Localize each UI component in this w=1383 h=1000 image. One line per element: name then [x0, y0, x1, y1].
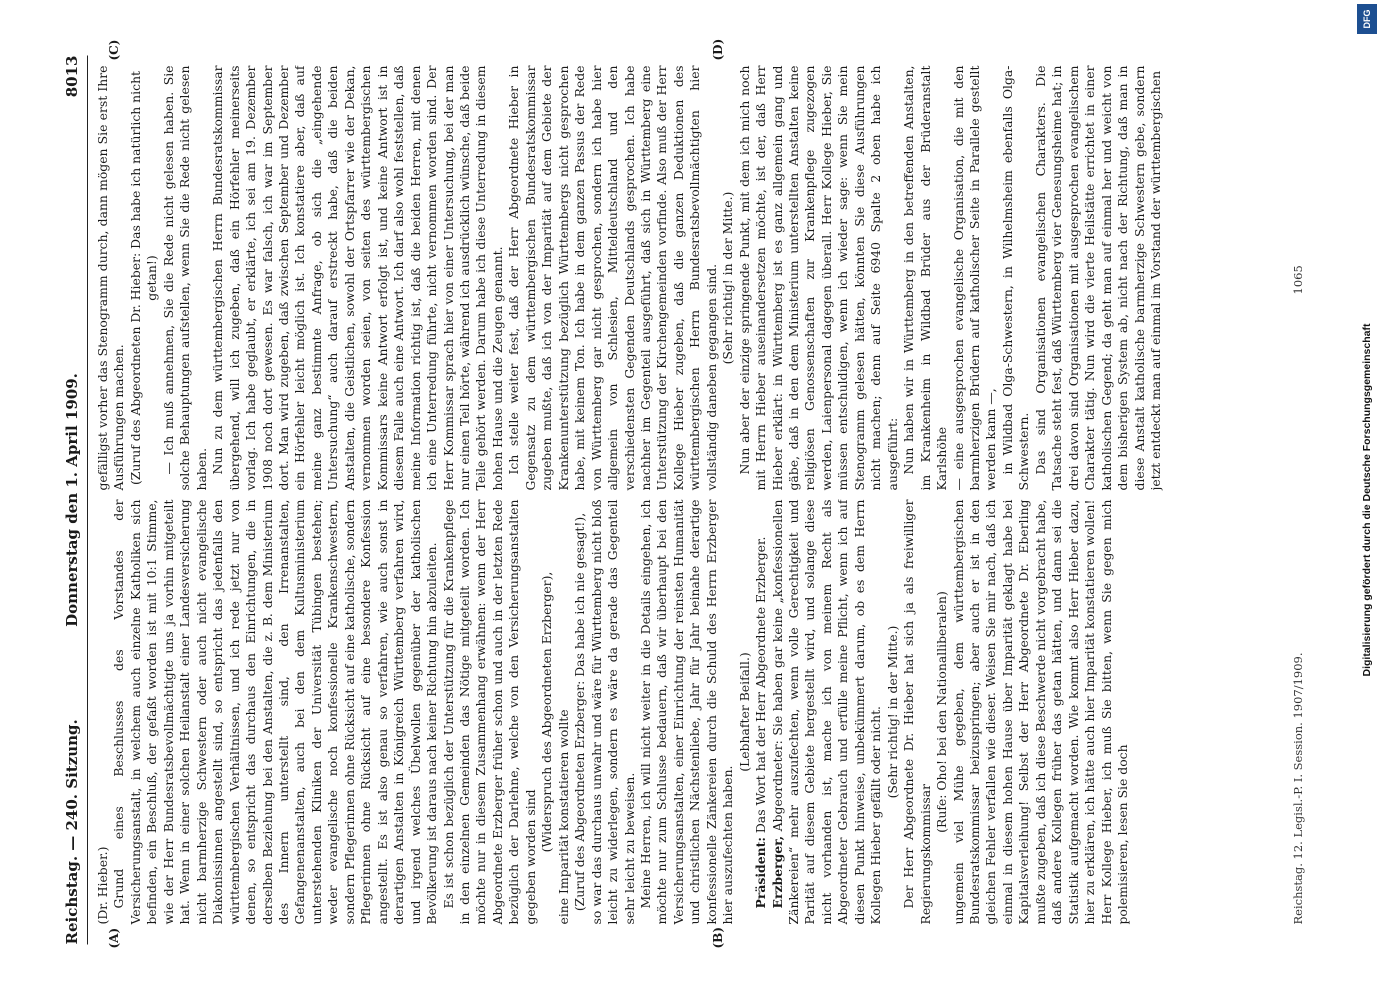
paragraph: Grund eines Beschlusses des Vorstandes der Versicherungsanstalt, in welchem auch einzelne Katholiken sich befinden, ein Beschluß, der gefaßt worden ist mit 10:1 Stimme, wie der Herr Bundesratsbevollmächtigte uns ja vorhin mitgeteilt hat. Wenn in einer solchen Heilanstalt einer Landesversicherung nicht barmherzige Schwestern oder auch nicht evangelische Diakonissinnen angestellt sind, so entspricht das jedenfalls den württembergischen Verhältnissen, und ich rede jetzt nur von denen, so entspricht das durchaus den Einrichtungen, die in derselben Beziehung bei den Anstalten, die z. B. dem Ministerium des Innern unterstellt sind, den Irrenanstalten, Gefangenenanstalten, auch bei den dem Kultusministerium unterstehenden Kliniken der Universität Tübingen bestehen; weder evangelische noch konfessionelle Krankenschwestern, sondern Pflegerinnen ohne Rücksicht auf eine katholische, sondern Pflegerinnen ohne Rücksicht auf eine besondere Konfession angestellt. Es ist also genau so verfahren, wie auch sonst in derartigen Anstalten in Königreich Württemberg verfahren wird, und irgend welches Übelwollen gegenüber der katholischen Bevölkerung ist daraus nach keiner Richtung hin abzuleiten. [111, 499, 440, 925]
interjection: (Lebhafter Beifall.) [736, 652, 752, 772]
speaker-tag: (Dr. Hieber.) [95, 846, 110, 925]
president-statement [753, 500, 769, 925]
margin-marker-d: (D) [711, 38, 725, 61]
page-header [61, 56, 88, 945]
paragraph: Der Herr Abgeordnete Dr. Hieber hat sich ja als freiwilliger Regierungskommissar [901, 499, 933, 925]
quotation: Nun haben wir in Württemberg in den betreffenden Anstalten, im Krankenheim in Wildbad Brüder aus der Brüderanstalt Karlshöhe [901, 65, 950, 491]
digitization-credit: Digitalisierung gefördert durch die Deutsche Forschungsgemeinschaft [1361, 323, 1373, 677]
paragraph: — eine ausgesprochen evangelische Organisation, die mit den barmherzigen Brüdern auf katholischer Seite in Parallele gestellt werden kann —, [950, 65, 999, 491]
margin-marker-c: (C) [107, 39, 121, 61]
header-date: Donnerstag den 1. April 1909. [63, 373, 81, 627]
speaker-name: Präsident: [753, 837, 769, 909]
header-page-number: 8013 [63, 55, 81, 98]
paragraph: Das sind Organisationen evangelischen Charakters. Die Tatsache steht fest, daß Württemberg vier Genesungsheime hat; in drei davon sind Organisationen mit ausgesprochen evangelischem Charakter tätig. Nun wird die vierte Heilstätte errichtet in einer katholischen Gegend; da geht man auf einmal her und weicht von dem bisherigen System ab, nicht nach der Richtung, daß man in diese Anstalt katholische barmherzige Schwestern gebe, sondern jetzt entdeckt man auf einmal im Vorstand der württembergischen [1032, 65, 1163, 491]
paragraph: ungemein viel Mühe gegeben, dem württembergischen Bundesratskommissar beizuspringen; aber auch er ist in den gleichen Fehler verfallen wie dieser. Weisen Sie mir nach, daß ich einmal in diesem hohen Hause über Imparität geklagt habe bei Kapitalsverleihung! Selbst der Herr Abgeordnete Dr. Eberling mußte zugeben, daß ich diese Beschwerde nicht vorgebracht habe, daß andere Kollegen früher das getan hätten, und dann sei die Statistik aufgemacht worden. Wie kommt also Herr Hieber dazu, hier zu erklären, ich hätte auch hier Imparität konstatieren wollen! Herr Kollege Hieber, ich muß Sie bitten, wenn Sie gegen mich polemisieren, lesen Sie doch [950, 499, 1131, 925]
paragraph: Es ist schon bezüglich der Unterstützung für die Krankenpflege in den einzelnen Gemeinden das Nötige mitgeteilt worden. Ich möchte nur in diesem Zusammenhang erwähnen: wenn der Herr Abgeordnete Erzberger früher schon und auch in der letzten Rede bezüglich der Darlehne, welche von den Versicherungsanstalten gegeben worden sind [440, 499, 538, 925]
interjection: (Sehr richtig! in der Mitte.) [884, 625, 900, 799]
interjection: (Rufe: Oho! bei den Nationalliberalen) [934, 591, 950, 833]
paragraph: Nun aber der einzige springende Punkt, mit dem ich mich noch mit Herrn Hieber auseinandersetzen möchte, ist der, daß Herr Hieber erklärt: in Württemberg ist es ganz allgemein gang und gäbe, daß in den dem Ministerium unterstellten Anstalten keine religiösen Genossenschaften zur Krankenpflege zugezogen werden, Laienpersonal dagegen überall. Herr Kollege Hieber, Sie müssen entschuldigen, wenn ich wieder sage: wenn Sie mein Stenogramm gelesen hätten, könnten Sie diese Ausführungen nicht machen; denn auf Seite 6940 Spalte 2 oben habe ich ausgeführt: [736, 65, 900, 491]
paragraph: so war das durchaus unwahr und wäre für Württemberg nicht bloß leicht zu widerlegen, sondern es wäre da gerade das Gegenteil sehr leicht zu beweisen. [588, 499, 637, 925]
header-session: Reichstag. — 240. Sitzung. [63, 719, 81, 945]
paragraph: eine Imparität konstatieren wollte [555, 709, 571, 925]
footer-sheet-number: 1065 [1291, 265, 1305, 295]
digitization-credit-bar [1353, 0, 1381, 1000]
footer-legislature: Reichstag. 12. Legisl.-P. I. Session. 1907/1909. [1291, 652, 1305, 925]
interjection: (Zuruf des Abgeordneten Dr. Hieber: Das habe ich natürlich nicht getan!) [127, 70, 160, 486]
speaker-name: Erzberger, [769, 835, 785, 909]
page-footer [1291, 56, 1311, 925]
statement-text: Abgeordneter: Sie haben gar keine „konfessionellen Zänkereien“ mehr auszufechten, wenn volle Gerechtigkeit und Parität auf diesem Gebiete hergestellt wird, und solange diese nicht vorhanden ist, mache ich von meinem Recht als Abgeordneter Gebrauch und erfülle meine Pflicht, wenn ich auf diesen Punkt hinweise, unbekümmert darum, ob es dem Herrn Kollegen Hieber gefällt oder nicht. [769, 499, 884, 925]
paragraph: Meine Herren, ich will nicht weiter in die Details eingehen, ich möchte nur zum Schlusse bedauern, daß wir überhaupt bei den Versicherungsanstalten, einer Einrichtung der reinsten Humanität und christlichen Nächstenliebe, Jahr für Jahr beinahe derartige konfessionelle Zänkereien durch die Schuld des Herrn Erzberger hier auszufechten haben. [637, 499, 736, 925]
left-text-column [95, 500, 1285, 925]
interjection: (Sehr richtig! in der Mitte.) [720, 191, 736, 365]
right-text-column [95, 66, 1285, 491]
paragraph: Nun zu dem württembergischen Herrn Bundesratskommissar übergehend, will ich zugeben, daß ein Hörfehler meinerseits vorlag. Ich habe geglaubt, er erklärte, ich sei am 19. Dezember 1908 noch dort gewesen. Es war falsch, ich war im September dort. Man wird zugeben, daß zwischen September und Dezember ein Hörfehler leicht möglich ist. Ich konstatiere aber, daß auf meine ganz bestimmte Anfrage, ob sich die „eingehende Untersuchung“ auch darauf erstreckt habe, daß die beiden Anstalten, die Geistlichen, sowohl der Ortspfarrer wie der Dekan, vernommen worden seien, von seiten des württembergischen Kommissars keine Antwort erfolgt ist, und keine Antwort ist in diesem Falle auch eine Antwort. Ich darf also wohl feststellen, daß meine Information richtig ist, daß die beiden Herren, mit denen ich eine Unterredung führte, nicht vernommen worden sind. Der Herr Kommissar sprach hier von einer Untersuchung, bei der man nur einen Teil hörte, während ich ausdrücklich wünsche, daß beide Teile gehört werden. Darum habe ich diese Unterredung in diesem hohen Hause und die Zeugen genannt. [210, 65, 505, 491]
interjection: (Widerspruch des Abgeordneten Erzberger), [539, 571, 555, 853]
paragraph: — Ich muß annehmen, Sie die Rede nicht gelesen haben. Sie solche Behauptungen aufstellen, wenn Sie die Rede nicht gelesen haben. [160, 65, 209, 491]
paragraph: Ich stelle weiter fest, daß der Herr Abgeordnete Hieber in Gegensatz zu dem württembergischen Bundesratskommissar zugeben mußte, daß ich von der Imparität auf dem Gebiete der Krankenunterstützung bezüglich Württembergs nicht gesprochen habe, mit keinem Ton. Ich habe in dem ganzen Passus der Rede von Württemberg gar nicht gesprochen, sondern ich habe hier allgemein von Schlesien, Mitteldeutschland und den verschiedensten Gegenden Deutschlands gesprochen. Ich habe nachher im Gegenteil ausgeführt, daß sich in Württemberg eine Unterstützung der Kirchengemeinden vorfinde. Also muß der Herr Kollege Hieber zugeben, daß die ganzen Deduktionen des württembergischen Herrn Bundesratsbevollmächtigten hier vollständig daneben gegangen sind. [506, 65, 719, 491]
margin-marker-b: (B) [711, 927, 725, 949]
dfg-logo-text: DFG [1362, 9, 1372, 29]
margin-marker-a: (A) [107, 927, 121, 949]
paragraph: gefälligst vorher das Stenogramm durch, dann mögen Sie erst Ihre Ausführungen machen. [95, 65, 127, 491]
interjection: (Zuruf des Abgeordneten Erzberger: Das habe ich nie gesagt!), [572, 512, 588, 912]
quotation: in Wildbad Olga-Schwestern, in Wilhelmsheim ebenfalls Olga-Schwestern. [999, 65, 1032, 491]
statement-text: Das Wort hat der Herr Abgeordnete Erzberger. [753, 536, 769, 834]
dfg-logo [1357, 4, 1377, 34]
erzberger-statement [770, 500, 885, 925]
rotated-scan-page [51, 38, 1331, 953]
